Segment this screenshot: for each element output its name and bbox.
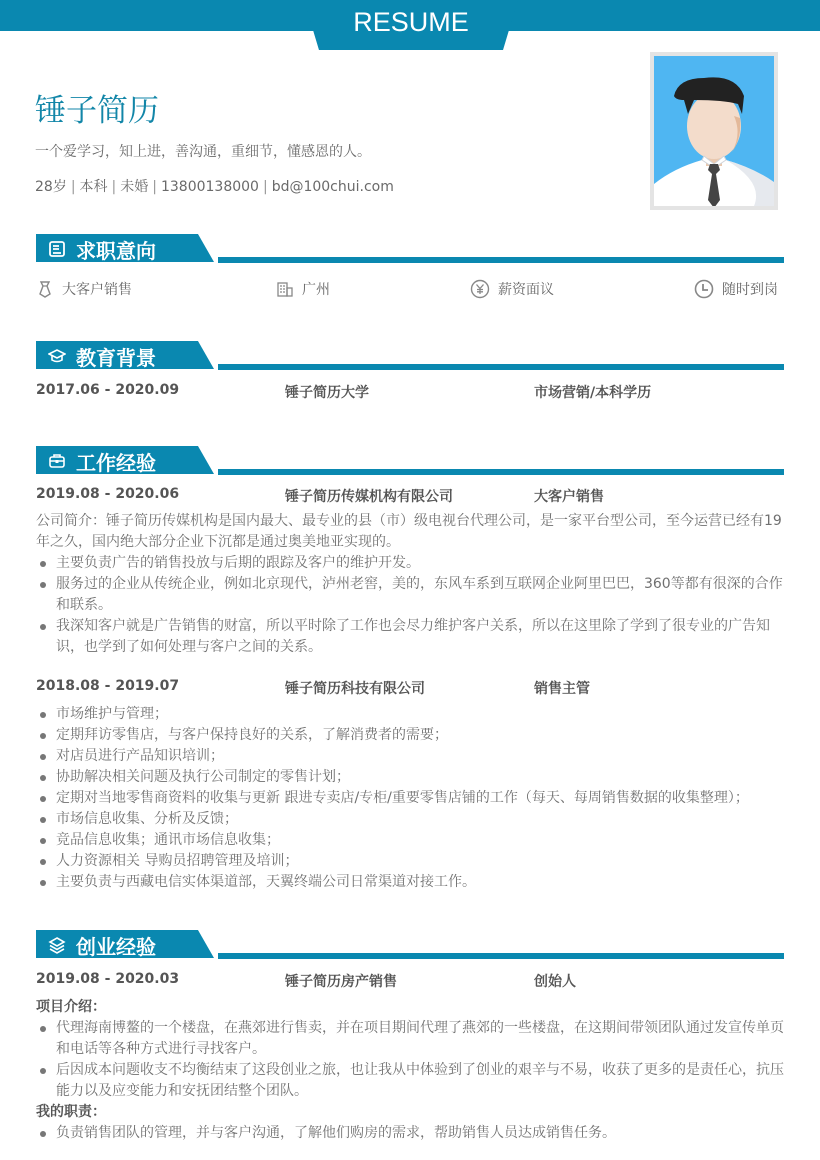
clock-icon (694, 279, 714, 299)
work-bullets (36, 704, 786, 893)
list-item: 代理海南博鳌的一个楼盘，在燕郊进行售卖，并在项目期间代理了燕郊的一些楼盘，在这期间带领团队通过发宣传单页和电话等各种方式进行寻找客户。 (36, 1018, 786, 1060)
list-item: 主要负责与西藏电信实体渠道部，天翼终端公司日常渠道对接工作。 (36, 872, 786, 893)
duty-bullets (36, 1123, 786, 1144)
intent-availability: 随时到岗 (694, 279, 778, 299)
section-header-intent (36, 234, 784, 264)
project-label: 项目介绍： (36, 999, 106, 1015)
company-intro: 公司简介：锤子简历传媒机构是国内最大、最专业的县（市）级电视台代理公司，是一家平台型公司，至今运营已经有19年之久，国内绝大部分企业下沉都是通过奥美地亚实现的。 (36, 513, 782, 550)
candidate-name: 锤子简历 (35, 93, 159, 129)
section-header-startup (36, 930, 784, 960)
intent-city: 广州 (276, 279, 330, 299)
work-company: 锤子简历传媒机构有限公司 (285, 489, 453, 505)
list-item: 竞品信息收集；通讯市场信息收集； (36, 830, 786, 851)
yen-icon (470, 279, 490, 299)
edu-school: 锤子简历大学 (285, 385, 369, 401)
section-title: 创业经验 (76, 935, 156, 959)
graduation-cap-icon (48, 347, 66, 365)
list-item: 服务过的企业从传统企业，例如北京现代，泸州老窖，美的，东风车系到互联网企业阿里巴巴，360等都有很深的合作和联系。 (36, 574, 786, 616)
startup-role: 创始人 (534, 974, 576, 990)
section-title: 教育背景 (76, 346, 156, 370)
section-title: 求职意向 (76, 239, 156, 263)
duty-label: 我的职责： (36, 1104, 106, 1120)
list-item: 市场维护与管理； (36, 704, 786, 725)
info-age: 28岁 (35, 179, 67, 195)
work-company: 锤子简历科技有限公司 (285, 681, 425, 697)
building-icon (276, 280, 294, 298)
intent-position: 大客户销售 (36, 279, 132, 299)
info-email: bd@100chui.com (271, 179, 394, 195)
work-position: 销售主管 (534, 681, 590, 697)
work-period: 2019.08 - 2020.06 (36, 486, 180, 502)
section-header-education (36, 341, 784, 371)
project-bullets (36, 1018, 786, 1102)
list-item: 协助解决相关问题及执行公司制定的零售计划； (36, 767, 786, 788)
list-item: 人力资源相关 导购员招聘管理及培训； (36, 851, 786, 872)
work-position: 大客户销售 (534, 489, 604, 505)
list-item: 定期对当地零售商资料的收集与更新 跟进专卖店/专柜/重要零售店铺的工作（每天、每周销售数据的收集整理）； (36, 788, 786, 809)
layers-icon (48, 936, 66, 954)
motto: 一个爱学习，知上进，善沟通，重细节，懂感恩的人。 (35, 144, 371, 160)
work-entry-body (36, 704, 786, 893)
list-item: 负责销售团队的管理，并与客户沟通，了解他们购房的需求，帮助销售人员达成销售任务。 (36, 1123, 786, 1144)
startup-entry-body (36, 997, 786, 1144)
section-header-work (36, 446, 784, 476)
edu-period: 2017.06 - 2020.09 (36, 382, 180, 398)
list-item: 定期拜访零售店，与客户保持良好的关系，了解消费者的需要； (36, 725, 786, 746)
info-phone: 13800138000 (160, 179, 259, 195)
info-marital: 未婚 (120, 179, 149, 195)
edu-major: 市场营销/本科学历 (534, 385, 652, 401)
tie-icon (36, 280, 54, 298)
avatar (650, 52, 778, 210)
banner-title: RESUME (353, 7, 469, 37)
list-item: 市场信息收集、分析及反馈； (36, 809, 786, 830)
startup-period: 2019.08 - 2020.03 (36, 971, 180, 987)
avatar-illustration-icon (654, 56, 774, 206)
list-item: 对店员进行产品知识培训； (36, 746, 786, 767)
intent-salary: 薪资面议 (470, 279, 554, 299)
startup-company: 锤子简历房产销售 (285, 974, 397, 990)
section-title: 工作经验 (76, 451, 156, 475)
list-item: 主要负责广告的销售投放与后期的跟踪及客户的维护开发。 (36, 553, 786, 574)
card-icon (48, 240, 66, 258)
info-degree: 本科 (79, 179, 108, 195)
work-entry-body (36, 511, 786, 658)
list-item: 我深知客户就是广告销售的财富，所以平时除了工作也会尽力维护客户关系，所以在这里除了学到了很专业的广告知识，也学到了如何处理与客户之间的关系。 (36, 616, 786, 658)
list-item: 后因成本问题收支不均衡结束了这段创业之旅，也让我从中体验到了创业的艰辛与不易，收获了更多的是责任心，抗压能力以及应变能力和安抚团结整个团队。 (36, 1060, 786, 1102)
basic-info: 28岁 | 本科 | 未婚 | 13800138000 | bd@100chui.com (35, 179, 394, 195)
briefcase-icon (48, 452, 66, 470)
work-period: 2018.08 - 2019.07 (36, 678, 180, 694)
job-intent-row (36, 279, 784, 299)
work-bullets (36, 553, 786, 658)
